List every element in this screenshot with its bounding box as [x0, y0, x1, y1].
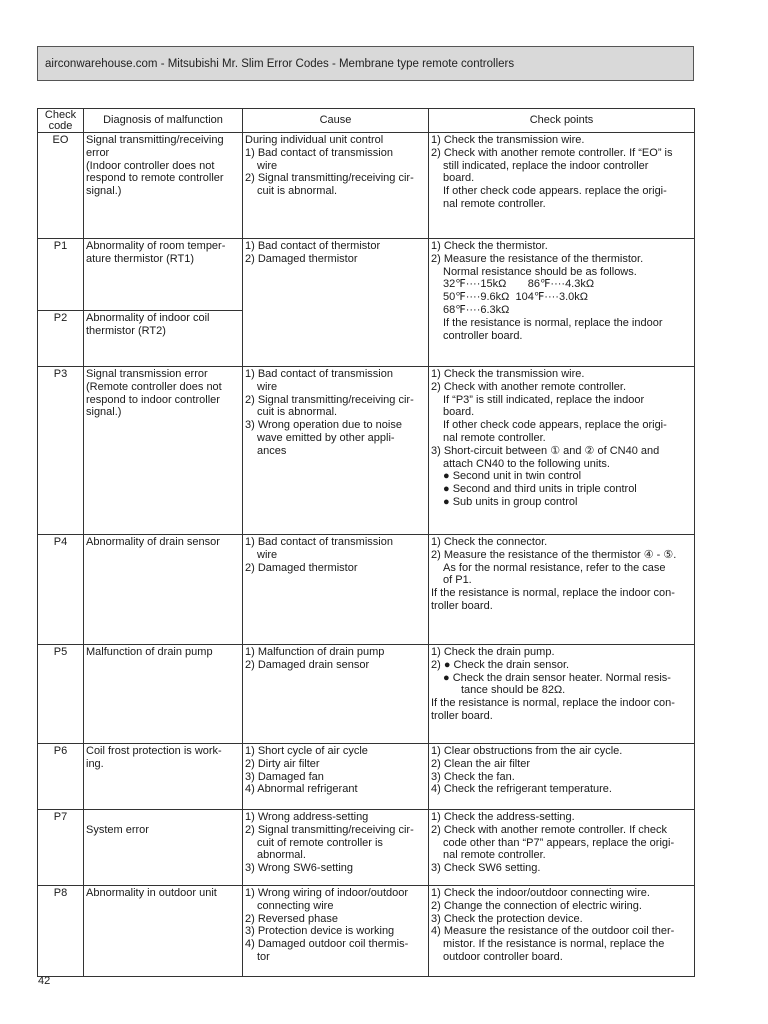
diagnosis-line: thermistor (RT2) [86, 324, 166, 337]
cause-cell [243, 535, 429, 645]
diagnosis-line: respond to remote controller [86, 172, 224, 185]
check-line: 3) Check SW6 setting. [431, 862, 541, 875]
diagnosis-line: Signal transmitting/receiving [86, 134, 224, 146]
check-line: board. [443, 406, 475, 419]
table-row-p8 [38, 886, 695, 977]
check-code: P6 [38, 744, 84, 810]
cause-line: 3) Wrong SW6-setting [245, 862, 354, 875]
check-points-cell [429, 133, 695, 239]
diagnosis-line: (Remote controller does not [86, 380, 222, 393]
cause-line: 2) Damaged thermistor [245, 252, 358, 265]
cause-line: 1) Wrong address-setting [245, 811, 369, 823]
check-line: outdoor controller board. [443, 950, 563, 963]
cause-line: cuit is abnormal. [257, 406, 338, 419]
check-line: If the resistance is normal, replace the indoor con- [431, 587, 675, 600]
check-line: If other check code appears, replace the origi- [443, 419, 667, 432]
diagnosis-cell [84, 311, 243, 367]
diagnosis-cell [84, 367, 243, 535]
table-row-p4 [38, 535, 695, 645]
check-line: 1) Check the connector. [431, 536, 548, 548]
check-line: mistor. If the resistance is normal, replace the [443, 938, 665, 951]
col-header-cause: Cause [243, 109, 429, 133]
check-points-cell [429, 367, 695, 535]
check-line: 68℉····6.3kΩ [443, 303, 510, 316]
check-line: tance should be 82Ω. [461, 684, 566, 697]
cause-line: 2) Signal transmitting/receiving cir- [245, 823, 414, 836]
cause-line: 2) Signal transmitting/receiving cir- [245, 172, 414, 185]
check-line: nal remote controller. [443, 431, 546, 444]
diagnosis-line: Signal transmission error [86, 368, 208, 380]
check-code: P5 [38, 645, 84, 744]
diagnosis-cell [84, 886, 243, 977]
check-line: 4) Check the refrigerant temperature. [431, 783, 612, 796]
bullet-item: ● Check the drain sensor heater. Normal resis- [443, 671, 671, 684]
diagnosis-line: ing. [86, 757, 104, 770]
check-line: 1) Check the indoor/outdoor connecting wire. [431, 887, 650, 899]
cause-line: 2) Reversed phase [245, 912, 338, 925]
diagnosis-line: respond to indoor controller [86, 393, 220, 406]
cause-line: 1) Short cycle of air cycle [245, 745, 368, 757]
check-line: board. [443, 172, 475, 185]
check-line: still indicated, replace the indoor controller [443, 159, 649, 172]
check-line: 1) Clear obstructions from the air cycle. [431, 745, 623, 757]
check-line: 3) Short-circuit between ① and ② of CN40 and [431, 444, 660, 457]
table-row-p1 [38, 239, 695, 311]
bullet-item: ● Sub units in group control [443, 495, 578, 508]
check-line: As for the normal resistance, refer to the case [443, 561, 666, 574]
check-line: 3) Check the protection device. [431, 912, 583, 925]
cause-line: 2) Dirty air filter [245, 757, 320, 770]
check-line: controller board. [443, 329, 523, 342]
cause-cell [243, 645, 429, 744]
diagnosis-line: (Indoor controller does not [86, 159, 215, 172]
spacer [86, 811, 240, 824]
check-line: If the resistance is normal, replace the indoor con- [431, 697, 675, 710]
check-line: If “P3” is still indicated, replace the indoor [443, 393, 645, 406]
diagnosis-cell [84, 810, 243, 886]
check-code: P4 [38, 535, 84, 645]
cause-line: wire [257, 159, 278, 172]
table-row-eo [38, 133, 695, 239]
cause-line: 3) Protection device is working [245, 925, 395, 938]
cause-line: connecting wire [257, 899, 334, 912]
check-line: 2) Measure the resistance of the thermistor ④ - ⑤. [431, 548, 677, 561]
cause-line: 3) Wrong operation due to noise [245, 419, 402, 432]
cause-line: During individual unit control [245, 134, 384, 146]
check-line: attach CN40 to the following units. [443, 457, 610, 470]
check-code: P8 [38, 886, 84, 977]
diagnosis-cell [84, 535, 243, 645]
check-line: 2) Check with another remote controller. If check [431, 823, 667, 836]
col-header-check-line2: code [48, 119, 73, 132]
diagnosis-line: Abnormality of indoor coil [86, 312, 210, 324]
bullet-item: ● Second unit in twin control [443, 470, 582, 483]
table-row-p5 [38, 645, 695, 744]
table-row-p6 [38, 744, 695, 810]
check-line: If the resistance is normal, replace the indoor [443, 316, 663, 329]
cause-cell [243, 886, 429, 977]
diagnosis-line: ature thermistor (RT1) [86, 252, 194, 265]
check-line: 1) Check the drain pump. [431, 646, 555, 658]
col-header-check-line1: Check [44, 108, 77, 121]
cause-line: cuit is abnormal. [257, 185, 338, 198]
cause-line: cuit of remote controller is [257, 836, 383, 849]
diagnosis-line: signal.) [86, 185, 122, 198]
cause-line: wire [257, 380, 278, 393]
check-line: 1) Check the transmission wire. [431, 134, 585, 146]
check-line: of P1. [443, 574, 472, 587]
check-line: 32℉····15kΩ 86℉····4.3kΩ [443, 278, 595, 291]
check-line: 1) Check the transmission wire. [431, 368, 585, 380]
cause-line: 4) Damaged outdoor coil thermis- [245, 938, 409, 951]
diagnosis-cell [84, 133, 243, 239]
check-line: troller board. [431, 709, 493, 722]
check-code: P2 [38, 311, 84, 367]
check-points-cell [429, 239, 695, 367]
check-line: troller board. [431, 599, 493, 612]
cause-line: 2) Damaged thermistor [245, 561, 358, 574]
diagnosis-line: Malfunction of drain pump [86, 646, 213, 658]
cause-line: tor [257, 950, 270, 963]
diagnosis-cell [84, 744, 243, 810]
diagnosis-cell [84, 239, 243, 311]
cause-line: 2) Damaged drain sensor [245, 658, 370, 671]
diagnosis-cell [84, 645, 243, 744]
cause-line: abnormal. [257, 849, 306, 862]
cause-cell [243, 810, 429, 886]
cause-line: 1) Wrong wiring of indoor/outdoor [245, 887, 409, 899]
diagnosis-line: error [86, 146, 110, 159]
bullet-item: ● Second and third units in triple control [443, 483, 637, 496]
page-number: 42 [38, 975, 51, 987]
col-header-check-code [38, 109, 84, 133]
cause-line: 1) Bad contact of thermistor [245, 240, 381, 252]
check-line: If other check code appears. replace the origi- [443, 185, 667, 198]
check-code: P7 [38, 810, 84, 886]
check-line: 1) Check the thermistor. [431, 240, 548, 252]
cause-line: 1) Malfunction of drain pump [245, 646, 385, 658]
table-header-row [38, 109, 695, 133]
check-points-cell [429, 886, 695, 977]
check-points-cell [429, 535, 695, 645]
cause-line: wave emitted by other appli- [257, 431, 395, 444]
cause-line: 1) Bad contact of transmission [245, 146, 393, 159]
check-line: 4) Measure the resistance of the outdoor coil ther- [431, 925, 675, 938]
check-line: 2) Clean the air filter [431, 757, 531, 770]
diagnosis-line: Abnormality in outdoor unit [86, 887, 217, 899]
check-code: P3 [38, 367, 84, 535]
check-points-cell [429, 645, 695, 744]
check-line: 2) Check with another remote controller. [431, 380, 627, 393]
check-line: 2) Change the connection of electric wiring. [431, 899, 642, 912]
cause-cell [243, 744, 429, 810]
check-line: nal remote controller. [443, 849, 546, 862]
check-line: 1) Check the address-setting. [431, 811, 575, 823]
cause-line: wire [257, 548, 278, 561]
diagnosis-line: Coil frost protection is work- [86, 745, 222, 757]
table-row-p7 [38, 810, 695, 886]
check-line: 2) Check with another remote controller. If “EO” is [431, 146, 673, 159]
check-code: EO [38, 133, 84, 239]
error-code-table [37, 108, 695, 977]
cause-line: 4) Abnormal refrigerant [245, 783, 358, 796]
cause-line: 2) Signal transmitting/receiving cir- [245, 393, 414, 406]
check-line: 2) Measure the resistance of the thermistor. [431, 252, 644, 265]
check-line: 50℉····9.6kΩ 104℉····3.0kΩ [443, 291, 588, 304]
check-line: 2) ● Check the drain sensor. [431, 658, 570, 671]
cause-line: 3) Damaged fan [245, 770, 324, 783]
cause-cell [243, 239, 429, 367]
check-points-cell [429, 810, 695, 886]
table-row-p3 [38, 367, 695, 535]
check-code: P1 [38, 239, 84, 311]
check-line: code other than “P7” appears, replace the origi- [443, 836, 675, 849]
diagnosis-line: Abnormality of room temper- [86, 240, 226, 252]
cause-cell [243, 367, 429, 535]
check-line: Normal resistance should be as follows. [443, 265, 637, 278]
cause-cell [243, 133, 429, 239]
col-header-check-points: Check points [429, 109, 695, 133]
cause-line: 1) Bad contact of transmission [245, 536, 393, 548]
check-points-cell [429, 744, 695, 810]
diagnosis-line: signal.) [86, 406, 122, 419]
check-line: 3) Check the fan. [431, 770, 515, 783]
col-header-diagnosis: Diagnosis of malfunction [84, 109, 243, 133]
check-line: nal remote controller. [443, 197, 546, 210]
diagnosis-line: System error [86, 823, 149, 836]
cause-line: ances [257, 444, 287, 457]
diagnosis-line: Abnormality of drain sensor [86, 536, 220, 548]
document-header: airconwarehouse.com - Mitsubishi Mr. Slim Error Codes - Membrane type remote controllers [37, 46, 694, 81]
cause-line: 1) Bad contact of transmission [245, 368, 393, 380]
